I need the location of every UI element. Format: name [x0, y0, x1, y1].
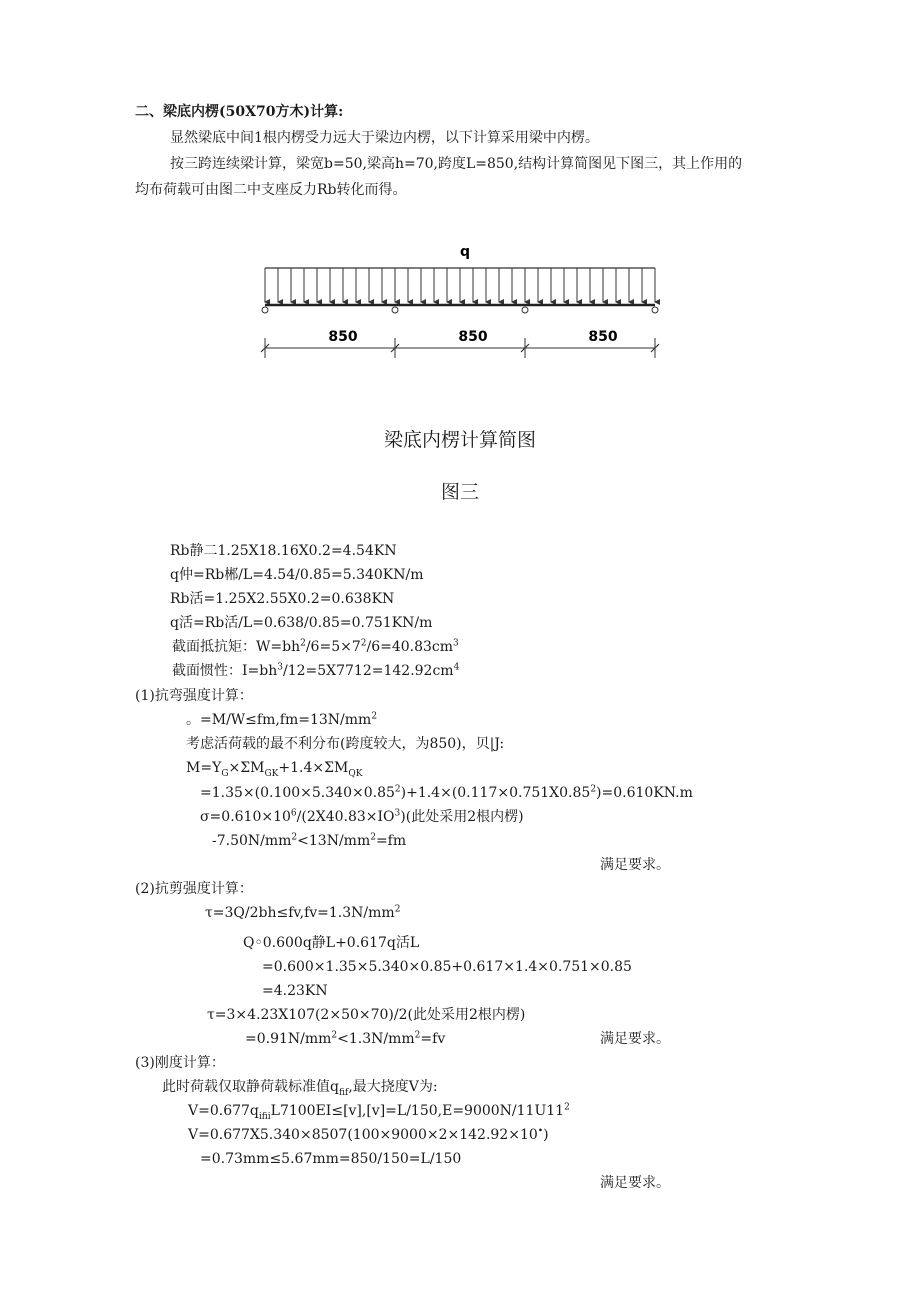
figure-title: 梁底内楞计算简图: [383, 429, 536, 451]
intro-line-3: 均布荷载可由图二中支座反力Rb转化而得。: [135, 182, 407, 198]
section-title: 二、梁底内楞(50X70方木)计算:: [135, 104, 344, 120]
stiffness-ok: 满足要求。: [600, 1175, 670, 1191]
intro-line-2: 按三跨连续梁计算，梁宽b=50,梁高h=70,跨度L=850,结构计算简图见下图三，其上作用的: [170, 156, 743, 172]
shear-ok: 满足要求。: [600, 1031, 670, 1047]
supports: [262, 307, 658, 313]
bending-title: (1)抗弯强度计算：: [135, 688, 253, 704]
load-line-1: Rb静二1.25X18.16X0.2=4.54KN: [170, 543, 397, 559]
stiffness-calc: V=0.677X5.340×8507(100×9000×2×142.92×10•): [188, 1126, 549, 1143]
load-label: q: [459, 244, 471, 260]
support-circle: [522, 307, 528, 313]
bending-formula: 。$=M/W\le fm,fm=13N/mm^2$: [186, 711, 378, 728]
bending-ok: 满足要求。: [600, 857, 670, 873]
stiffness-title: (3)刚度计算：: [135, 1055, 225, 1071]
figure-number: 图三: [440, 481, 479, 503]
shear-q-result: =4.23KN: [262, 983, 328, 999]
shear-title: (2)抗剪强度计算：: [135, 881, 253, 897]
section-modulus: 截面抵抗矩：$W=bh^2/6=5\times 7^2/6=40.83cm^3$: [172, 638, 459, 655]
support-circle: [262, 307, 268, 313]
stiffness-result: =0.73mm≤5.67mm=850/150=L/150: [200, 1151, 462, 1167]
span-label-3: 850: [588, 329, 618, 345]
shear-tau: τ=3×4.23X107(2×50×70)/2(此处采用2根内楞): [207, 1007, 526, 1023]
section-inertia: 截面惯性：$I=bh^3/12=5X7712=142.92cm^4$: [172, 662, 460, 679]
moment-formula: $M=Y_G\times\Sigma M_{GK}+1.4\times\Sigma M_{QK}$: [186, 760, 363, 779]
stress-calc: $\sigma=0.610\times 10^6/(2X40.83\times IO^3)$(此处采用2根内楞): [200, 808, 524, 825]
moment-calc: $=1.35\times(0.100\times 5.340\times 0.85^2)+1.4\times(0.117\times 0.751X0.85^2)=0.610KN.m$: [200, 784, 693, 801]
shear-q-calc: =0.600×1.35×5.340×0.85+0.617×1.4×0.751×0.85: [262, 959, 632, 975]
support-circle: [652, 307, 658, 313]
load-line-4: q活=Rb活/L=0.638/0.85=0.751KN/m: [170, 615, 433, 631]
load-arrows: [265, 268, 655, 302]
span-label-1: 850: [328, 329, 358, 345]
bending-note: 考虑活荷载的最不利分布(跨度较大，为850)，贝|J:: [186, 736, 505, 752]
stiffness-note: 此时荷载仅取静荷载标准值$q_{fif}$,最大挠度V为:: [162, 1079, 438, 1098]
shear-formula: $\tau=3Q/2bh\le fv,fv=1.3N/mm^2$: [205, 904, 401, 921]
beam-diagram: [250, 238, 680, 368]
load-line-2: q仲=Rb郴/L=4.54/0.85=5.340KN/m: [170, 567, 424, 583]
shear-q-line: Q◦0.600q静L+0.617q活L: [243, 935, 420, 951]
span-label-2: 850: [458, 329, 488, 345]
load-line-3: Rb活=1.25X2.55X0.2=0.638KN: [170, 591, 395, 607]
support-circle: [392, 307, 398, 313]
shear-tau-result: $=0.91N/mm^2<1.3N/mm^2=fv$: [245, 1030, 446, 1047]
stress-result: $-7.50N/mm^2<13N/mm^2=fm$: [212, 832, 407, 849]
stiffness-formula: $V=0.677q_{ifii}L7100EI\le[v],[v]=L/150,E=9000N/11U11^2$: [188, 1102, 570, 1122]
intro-line-1: 显然梁底中间1根内楞受力远大于梁边内楞，以下计算采用梁中内楞。: [170, 130, 599, 146]
